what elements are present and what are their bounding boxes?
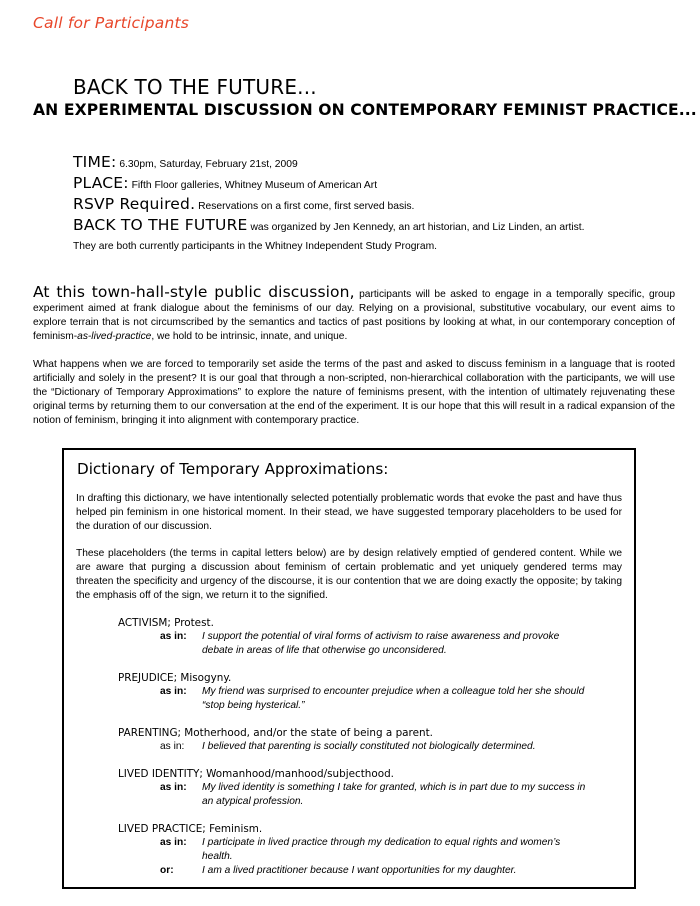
entry-example bbox=[118, 685, 588, 713]
dictionary-entries bbox=[76, 616, 622, 878]
page-title: BACK TO THE FUTURE... bbox=[73, 75, 317, 99]
lead-in: At this town-hall-style public discussion, bbox=[33, 283, 355, 301]
place-label: PLACE: bbox=[73, 174, 129, 192]
intro-text: participants will be asked to engage in a temporally specific, group experiment aimed at frank dialogue about the feminisms of our day. Relying on a provisional, substitutive vocabulary, our event aims to explore terrain that is not circumscribed by the semantics and tactics of past positions by looking at what, in our contemporary conception of feminism- bbox=[33, 289, 675, 342]
organizers-line-2: They are both currently participants in the Whitney Independent Study Program. bbox=[73, 241, 438, 252]
rsvp-label: RSVP Required. bbox=[73, 195, 196, 213]
entry-parenting bbox=[118, 726, 622, 754]
rsvp-line bbox=[73, 195, 673, 216]
entry-example-text: I support the potential of viral forms of activism to raise awareness and provoke debate in areas of life that otherwise go unconsidered. bbox=[202, 631, 560, 656]
entry-activism bbox=[118, 616, 622, 658]
entry-example-text: My lived identity is something I take for granted, which is in part due to my success in an atypical profession. bbox=[202, 782, 586, 807]
entry-example bbox=[118, 630, 588, 658]
entry-term: LIVED PRACTICE; Feminism. bbox=[118, 823, 263, 835]
entry-example bbox=[118, 781, 588, 809]
entry-marker: as in: bbox=[160, 686, 187, 697]
entry-term: ACTIVISM; Protest. bbox=[118, 617, 214, 629]
entry-marker: as in: bbox=[160, 741, 185, 752]
organizers-label: BACK TO THE FUTURE bbox=[73, 216, 248, 234]
entry-example-alt bbox=[118, 864, 588, 878]
time-line bbox=[73, 153, 673, 174]
dictionary-intro-1: In drafting this dictionary, we have intentionally selected potentially problematic words that evoke the past and have thus helped pin feminism in one historical moment. In their stead, we have suggested temporary placeholders to be used for the duration of our discussion. bbox=[76, 493, 622, 532]
entry-marker: or: bbox=[160, 865, 174, 876]
body-text bbox=[33, 285, 675, 428]
entry-example-text: I participate in lived practice through my dedication to equal rights and women’s health. bbox=[202, 837, 561, 862]
entry-example-text: I believed that parenting is socially constituted not biologically determined. bbox=[202, 741, 536, 752]
entry-example bbox=[118, 740, 588, 754]
place-line bbox=[73, 174, 673, 195]
entry-example-text: I am a lived practitioner because I want opportunities for my daughter. bbox=[202, 865, 517, 876]
page-subtitle: AN EXPERIMENTAL DISCUSSION ON CONTEMPORARY FEMINIST PRACTICE... bbox=[33, 101, 697, 119]
entry-lived-identity bbox=[118, 767, 622, 809]
entry-term: PARENTING; Motherhood, and/or the state of being a parent. bbox=[118, 727, 433, 739]
entry-term: LIVED IDENTITY; Womanhood/manhood/subjecthood. bbox=[118, 768, 394, 780]
entry-prejudice bbox=[118, 671, 622, 713]
entry-marker: as in: bbox=[160, 782, 187, 793]
place-value: Fifth Floor galleries, Whitney Museum of American Art bbox=[131, 180, 378, 191]
entry-marker: as in: bbox=[160, 837, 187, 848]
dictionary-box bbox=[62, 448, 636, 889]
call-for-participants: Call for Participants bbox=[33, 14, 190, 32]
event-info bbox=[73, 153, 673, 255]
rsvp-value: Reservations on a first come, first served basis. bbox=[198, 201, 415, 212]
entry-example bbox=[118, 836, 588, 864]
entry-term: PREJUDICE; Misogyny. bbox=[118, 672, 232, 684]
organizers-line bbox=[73, 216, 673, 237]
time-value: 6.30pm, Saturday, February 21st, 2009 bbox=[119, 159, 298, 170]
entry-marker: as in: bbox=[160, 631, 187, 642]
dictionary-intro-2: These placeholders (the terms in capital letters below) are by design relatively emptied of gendered content. While we are aware that purging a discussion about feminism of certain problematic and yet uniquely gendered terms may threaten the specificity and urgency of the discourse, it is our contention that we are doing exactly the opposite; by taking the emphasis off of the sign, we return it to the signified. bbox=[76, 548, 622, 601]
organizers-value: was organized by Jen Kennedy, an art historian, and Liz Linden, an artist. bbox=[250, 222, 585, 233]
intro-end: , we hold to be intrinsic, innate, and unique. bbox=[151, 331, 348, 342]
intro-italic: as-lived-practice bbox=[77, 331, 152, 342]
intro-paragraph bbox=[33, 285, 675, 344]
second-paragraph: What happens when we are forced to temporarily set aside the terms of the past and asked to discuss feminism in a language that is rooted artificially and solely in the present? It is our goal that through a non-scripted, non-hierarchical collaboration with the participants, we will use the “Dictionary of Temporary Approximations” to explore the nature of feminisms present, with the intention of ultimately rejuvenating these original terms by returning them to our conversation at the end of the experiment. It is our hope that this will result in a radical expansion of the notion of feminism, bringing it into alignment with contemporary practice. bbox=[33, 359, 675, 426]
dictionary-title: Dictionary of Temporary Approximations: bbox=[77, 460, 389, 478]
entry-example-text: My friend was surprised to encounter prejudice when a colleague told her she should “stop being hysterical.” bbox=[202, 686, 585, 711]
entry-lived-practice bbox=[118, 822, 622, 878]
time-label: TIME: bbox=[73, 153, 117, 171]
